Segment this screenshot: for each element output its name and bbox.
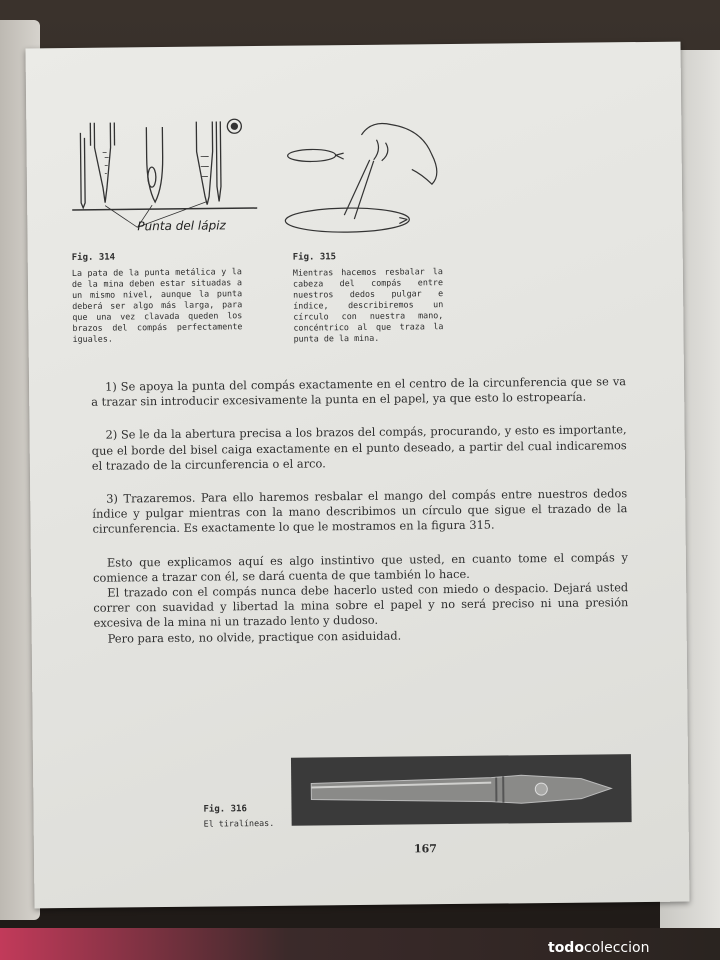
body-text <box>91 374 629 646</box>
page-number: 167 <box>413 842 437 856</box>
fig-314-caption: La pata de la punta metálica y la de la mina deben estar situadas a un mismo nivel, aunque la punta deberá ser algo más larga, para que una vez clavada queden los brazos del compás perfectamente iguales. <box>71 266 243 344</box>
watermark-brand: todo <box>548 940 584 956</box>
watermark-logo <box>548 940 649 956</box>
fig-314-pointer-label: Punta del lápiz <box>137 218 226 234</box>
paragraph-step-2: 2) Se le da la abertura precisa a los brazos del compás, procurando, y esto es importante, que el borde del bisel caiga exactamente en el punto deseado, a partir del cual indicaremos el trazado de la circunferencia o el arco. <box>91 422 627 473</box>
fig-316-caption: El tiralíneas. <box>203 817 275 829</box>
fig-314-label: Fig. 314 <box>71 252 116 263</box>
paragraph-instinct: Esto que explicamos aquí es algo instintivo que usted, en cuanto tome el compás y comience a trazar con él, se dará cuenta de que también lo hace. <box>92 549 628 585</box>
book-page <box>26 42 690 909</box>
fig-314-illustration <box>66 116 267 238</box>
fig-315-caption: Mientras hacemos resbalar la cabeza del compás entre nuestros dedos pulgar e índice, describiremos un círculo con nuestra mano, concéntrico al que traza la punta de la mina. <box>292 266 444 344</box>
fig-315-illustration <box>281 114 452 246</box>
watermark-suffix: coleccion <box>583 940 650 956</box>
paragraph-step-3: 3) Trazaremos. Para ello haremos resbalar el mango del compás entre nuestros dedos índice y pulgar mientras con la mano describimos un círculo que sigue el trazado de la circunferencia. Es exactamente lo que le mostramos en la figura 315. <box>92 486 628 537</box>
paragraph-step-1: 1) Se apoya la punta del compás exactamente en el centro de la circunferencia que se va a trazar sin introducir excesivamente la punta en el papel, ya que esto lo estropearía. <box>91 374 627 409</box>
fig-316-photo <box>291 754 632 826</box>
tiralineas-icon <box>291 754 632 826</box>
paragraph-practice: Pero para esto, no olvide, practique con asiduidad. <box>107 628 402 646</box>
paragraph-no-fear: El trazado con el compás nunca debe hacerlo usted con miedo o despacio. Dejará usted correr con suavidad y libertad la mina sobre el papel y no será preciso ni una presión excesiva de la mina ni un trazado lento y dudoso. <box>93 580 629 631</box>
fig-315-label: Fig. 315 <box>292 252 337 263</box>
fig-316-label: Fig. 316 <box>203 804 247 815</box>
